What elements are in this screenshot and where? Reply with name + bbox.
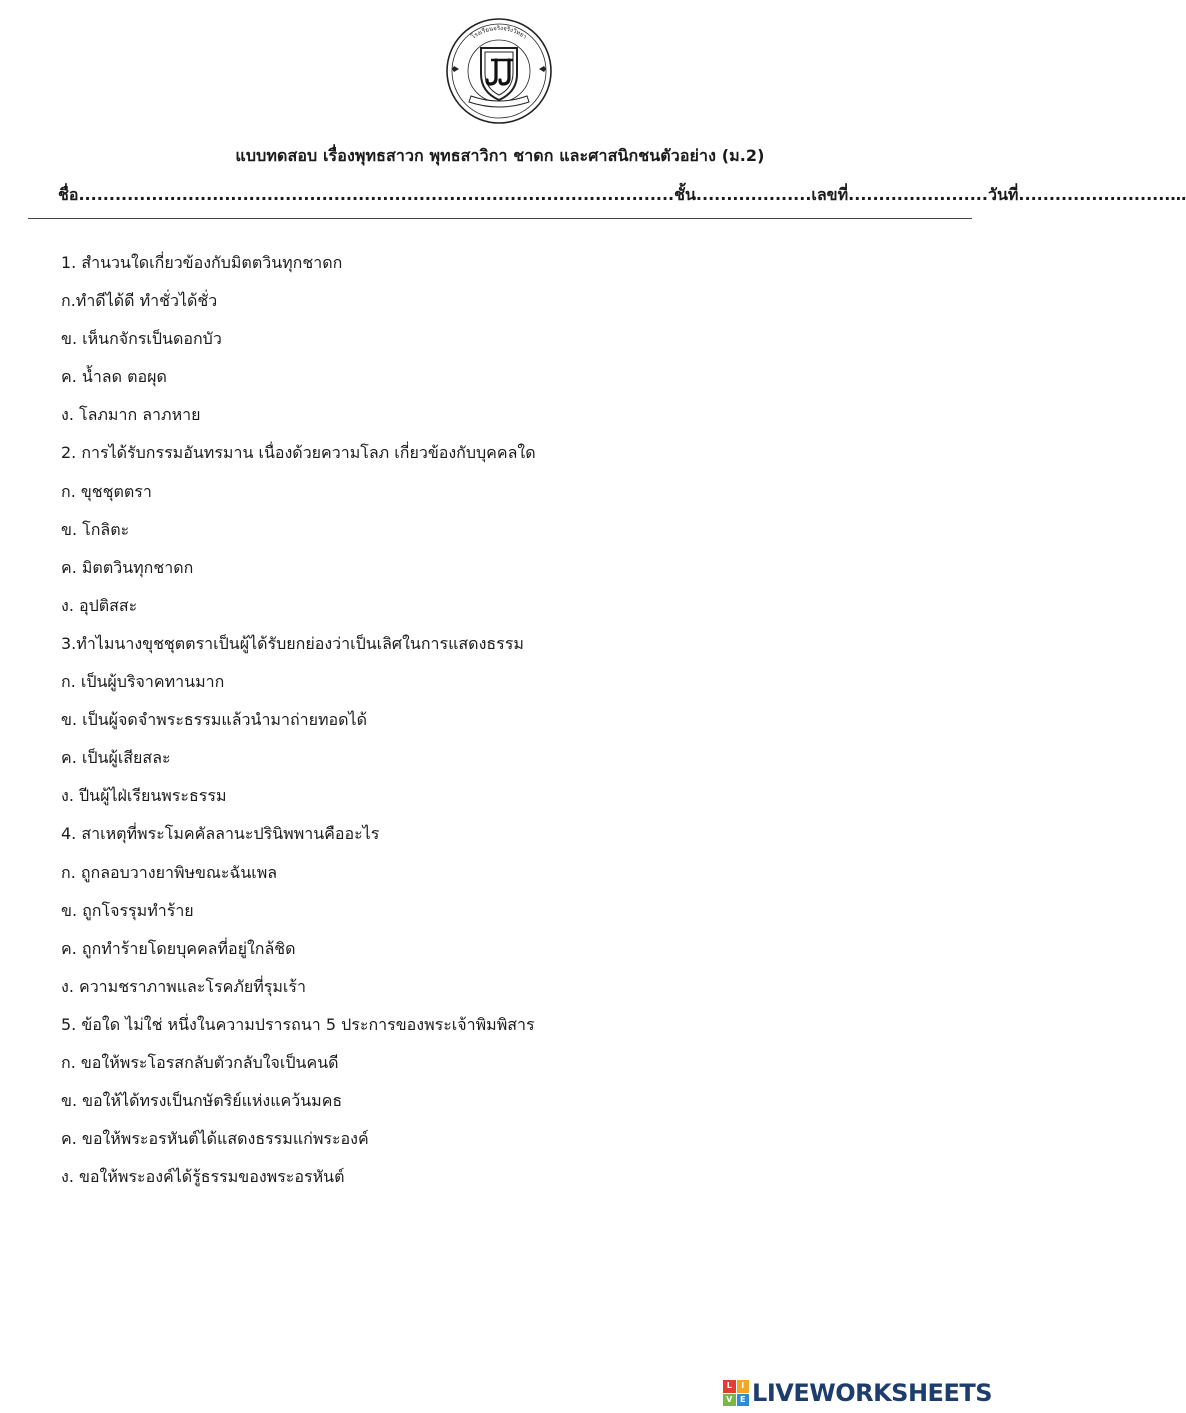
choice-2d: ง. อุปติสสะ (61, 595, 138, 615)
brand-badge-l: L (723, 1380, 736, 1393)
choice-3c: ค. เป็นผู้เสียสละ (61, 748, 171, 768)
question-1: 1. สำนวนใดเกี่ยวข้องกับมิตตวินทุกชาดก (61, 253, 343, 272)
brand-badge-v: V (723, 1394, 736, 1407)
choice-4d: ง. ความชราภาพและโรคภัยที่รุมเร้า (61, 976, 306, 996)
choice-5c: ค. ขอให้พระอรหันต์ได้แสดงธรรมแก่พระองค์ (61, 1129, 369, 1149)
question-4: 4. สาเหตุที่พระโมคคัลลานะปรินิพพานคืออะไร (61, 824, 380, 844)
choice-2a: ก. ขุชชุตตรา (61, 481, 152, 501)
header-divider (28, 218, 972, 219)
choice-4b: ข. ถูกโจรรุมทำร้าย (61, 900, 194, 920)
choice-2c: ค. มิตตวินทุกชาดก (61, 557, 194, 577)
choice-4a: ก. ถูกลอบวางยาพิษขณะฉันเพล (61, 862, 278, 882)
choice-5a: ก. ขอให้พระโอรสกลับตัวกลับใจเป็นคนดี (61, 1052, 339, 1072)
choice-1b: ข. เห็นกจักรเป็นดอกบัว (61, 329, 222, 349)
brand-badge-e: E (737, 1394, 750, 1407)
choice-1c: ค. น้ำลด ตอผุด (61, 367, 167, 387)
question-3: 3.ทำไมนางขุชชุตตราเป็นผู้ได้รับยกย่องว่าเป็นเลิศในการแสดงธรรม (61, 633, 524, 653)
choice-2b: ข. โกลิตะ (61, 519, 130, 539)
choice-5b: ข. ขอให้ได้ทรงเป็นกษัตริย์แห่งแคว้นมคธ (61, 1091, 343, 1111)
choice-4c: ค. ถูกทำร้ายโดยบุคคลที่อยู่ใกล้ชิด (61, 938, 296, 958)
choice-3b: ข. เป็นผู้จดจำพระธรรมแล้วนำมาถ่ายทอดได้ (61, 710, 367, 730)
brand-badge-i: I (737, 1380, 750, 1393)
brand-badge-icon (723, 1380, 749, 1406)
choice-5d: ง. ขอให้พระองค์ได้รู้ธรรมของพระอรหันต์ (61, 1167, 345, 1187)
choice-1d: ง. โลภมาก ลาภหาย (61, 405, 201, 425)
question-list (61, 251, 961, 1203)
question-5: 5. ข้อใด ไม่ใช่ หนึ่งในความปรารถนา 5 ประการของพระเจ้าพิมพิสาร (61, 1014, 535, 1034)
choice-3a: ก. เป็นผู้บริจาคทานมาก (61, 672, 225, 692)
school-logo (444, 16, 554, 126)
exam-title: แบบทดสอบ เรื่องพุทธสาวก พุทธสาวิกา ชาดก และศาสนิกชนตัวอย่าง (ม.2) (235, 146, 765, 165)
question-2: 2. การได้รับกรรมอันทรมาน เนื่องด้วยความโลภ เกี่ยวข้องกับบุคคลใด (61, 443, 536, 463)
choice-1a: ก.ทำดีได้ดี ทำชั่วได้ชั่ว (61, 291, 218, 311)
choice-3d: ง. ปีนผู้ไฝ่เรียนพระธรรม (61, 786, 227, 806)
student-info-line: ชื่อ..................................................................................................ชั้น...................เลขที่.......................วันที่.........................… (58, 185, 1186, 204)
school-emblem-icon (444, 16, 554, 126)
brand-text: LIVEWORKSHEETS (752, 1379, 992, 1407)
svg-text:โรงเรียนจริงจริงวิทยา: โรงเรียนจริงจริงวิทยา (470, 24, 528, 41)
liveworksheets-brand[interactable] (723, 1378, 992, 1408)
